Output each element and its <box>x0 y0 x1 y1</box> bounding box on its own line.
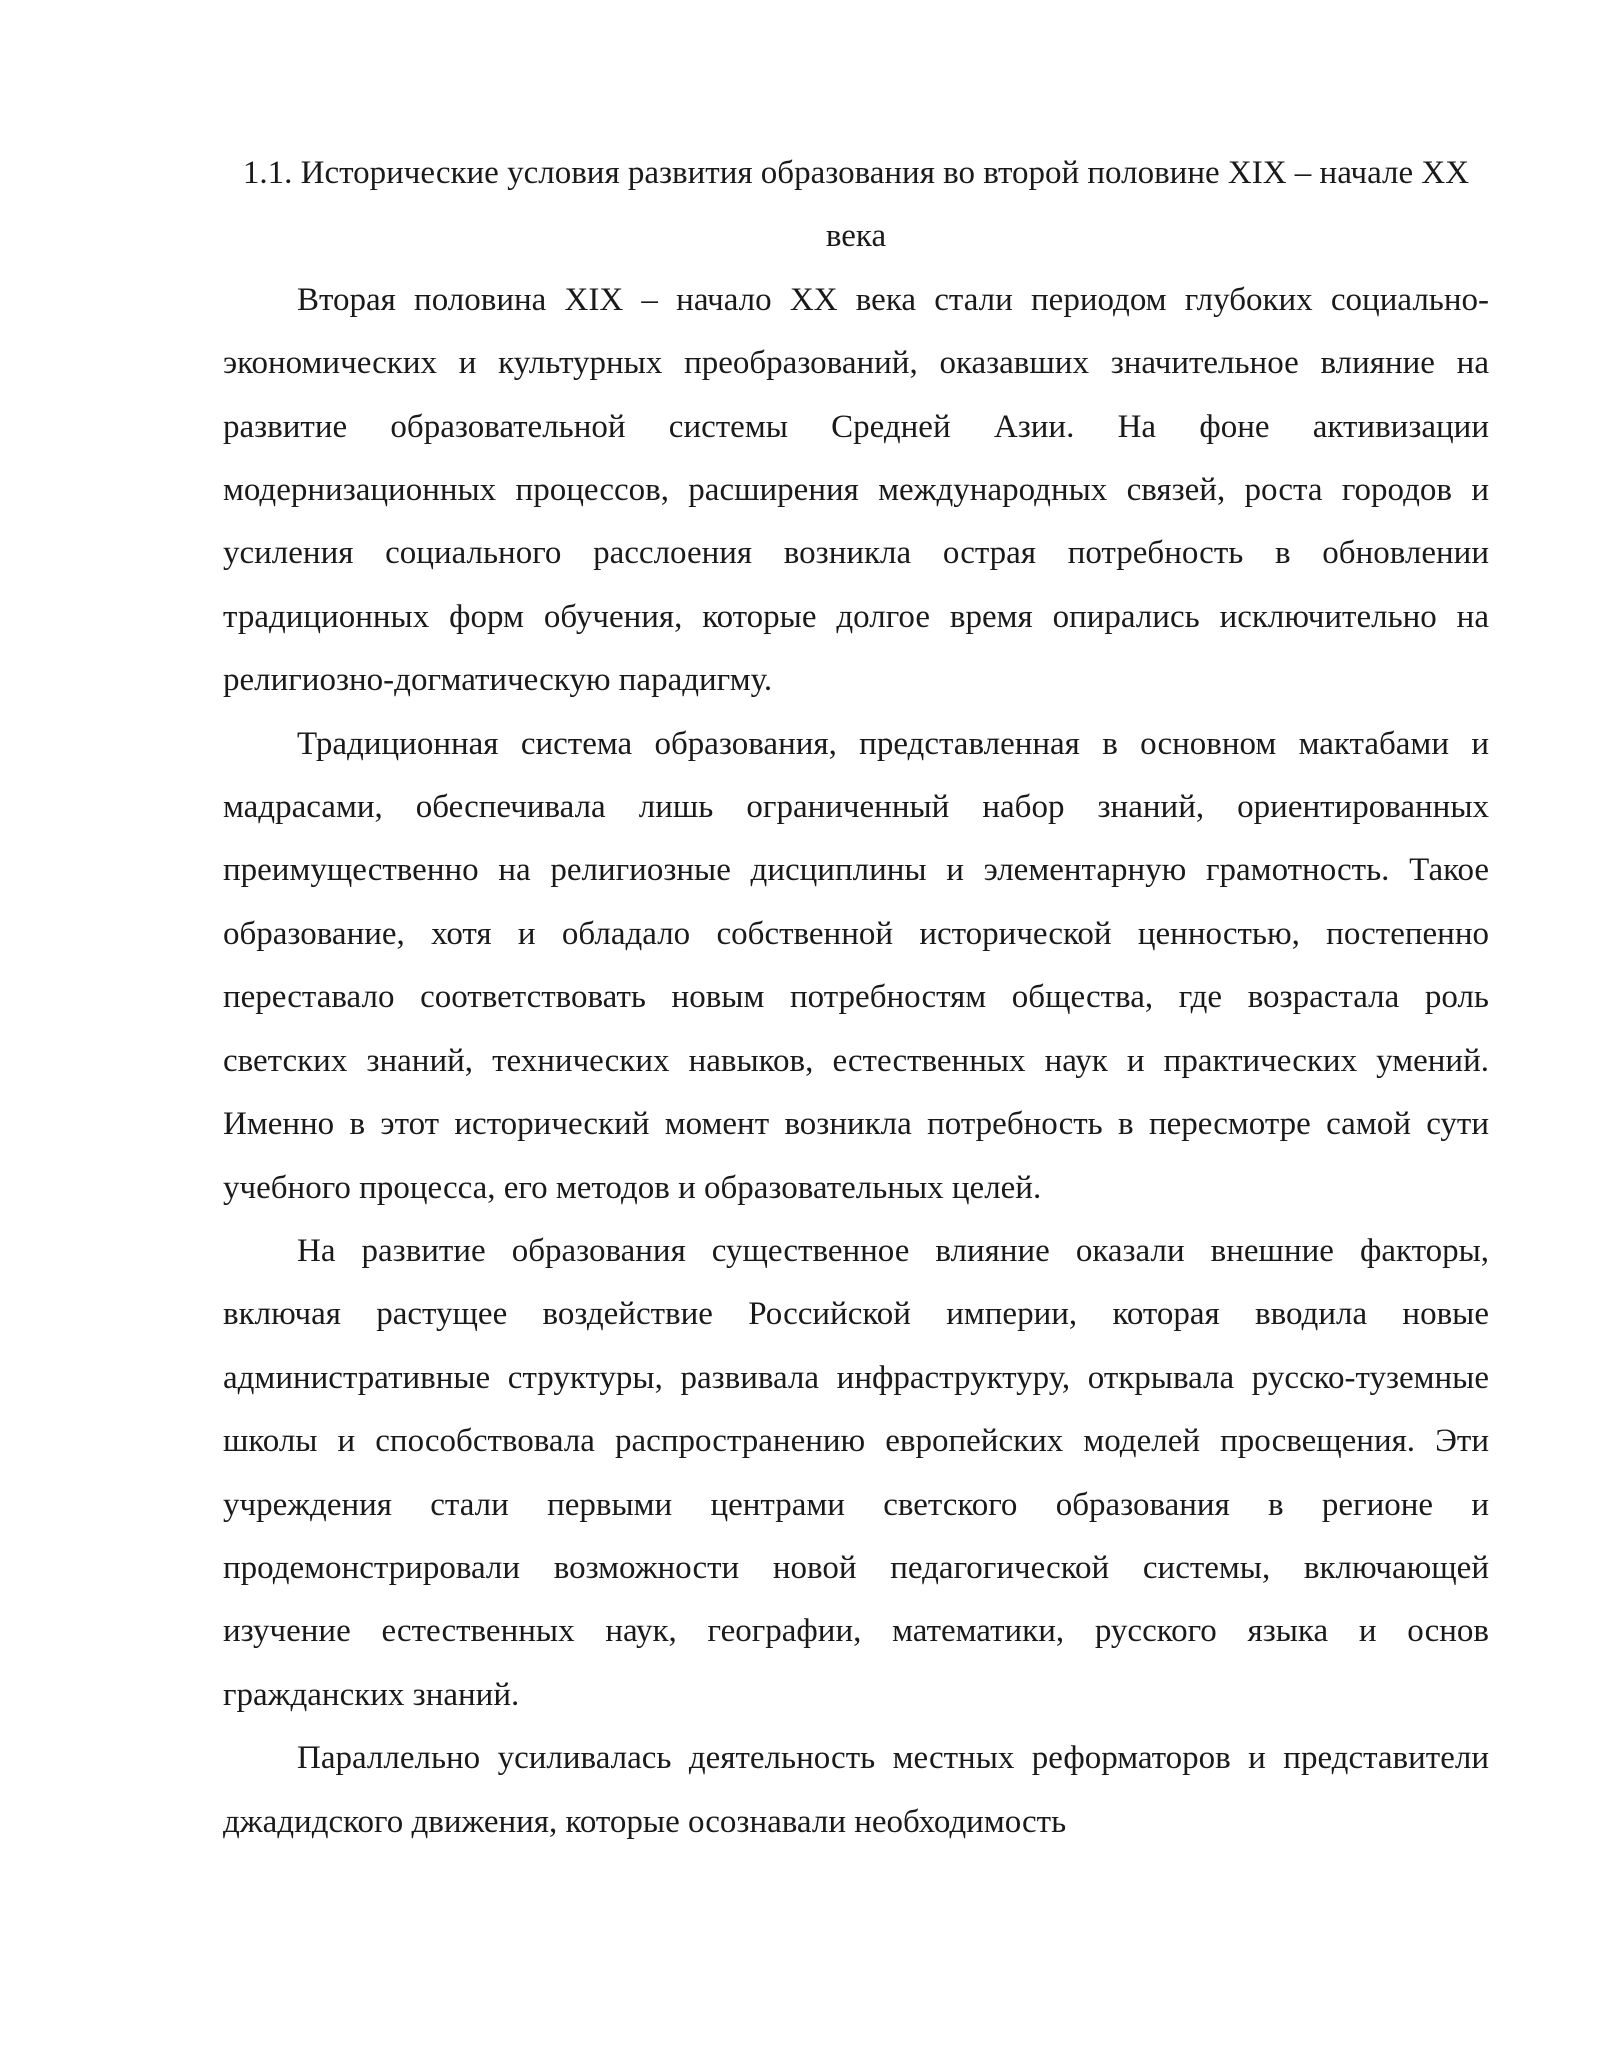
paragraph-2: Традиционная система образования, представленная в основном мактабами и мадрасами, обеспечивала лишь ограниченный набор знаний, ориентированных преимущественно на религиозные дисциплины и элементарную грамотность. Такое образование, хотя и обладало собственной исторической ценностью, постепенно переставало соответствовать новым потребностям общества, где возрастала роль светских знаний, технических навыков, естественных наук и практических умений. Именно в этот исторический момент возникла потребность в пересмотре самой сути учебного процесса, его методов и образовательных целей. <box>223 725 1489 1206</box>
document-body <box>223 142 1489 1854</box>
paragraph-1: Вторая половина XIX – начало XX века стали периодом глубоких социально-экономических и культурных преобразований, оказавших значительное влияние на развитие образовательной системы Средней Азии. На фоне активизации модернизационных процессов, расширения международных связей, роста городов и усиления социального расслоения возникла острая потребность в обновлении традиционных форм обучения, которые долгое время опирались исключительно на религиозно-догматическую парадигму. <box>223 281 1489 699</box>
paragraph-4: Параллельно усиливалась деятельность местных реформаторов и представители джадидского движения, которые осознавали необходимость <box>223 1740 1489 1840</box>
paragraph-3: На развитие образования существенное влияние оказали внешние факторы, включая растущее воздействие Российской империи, которая вводила новые административные структуры, развивала инфраструктуру, открывала русско-туземные школы и способствовала распространению европейских моделей просвещения. Эти учреждения стали первыми центрами светского образования в регионе и продемонстрировали возможности новой педагогической системы, включающей изучение естественных наук, географии, математики, русского языка и основ гражданских знаний. <box>223 1232 1489 1713</box>
section-heading: 1.1. Исторические условия развития образования во второй половине XIX – начале XX века <box>242 155 1470 255</box>
